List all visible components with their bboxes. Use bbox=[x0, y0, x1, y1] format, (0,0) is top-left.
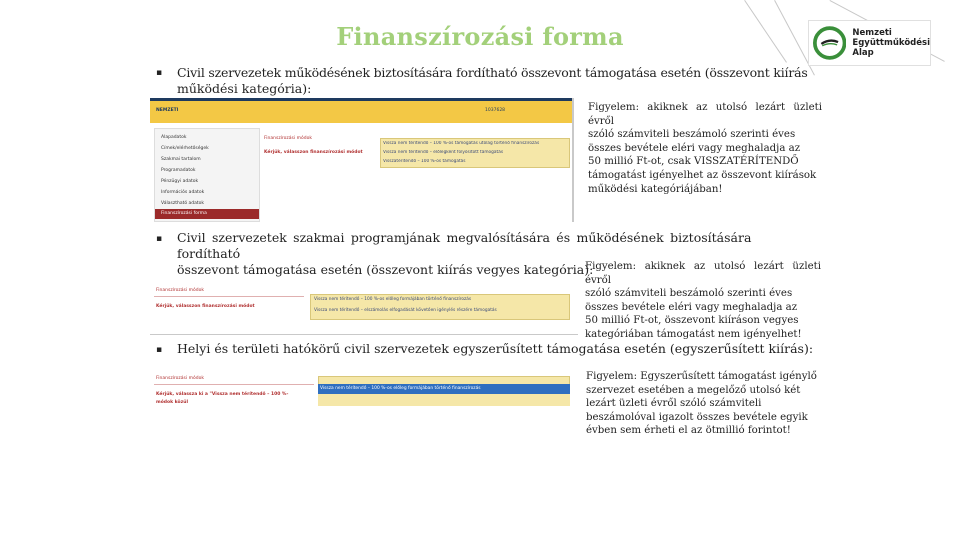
logo-emblem-icon bbox=[813, 25, 846, 61]
section-1-text: Civil szervezetek működésének biztosítására fordítható összevont támogatása esetén (összevont kiírás működési kategória): bbox=[177, 65, 808, 96]
shot1-option[interactable]: Visszatérítendő – 100 %-os támogatás bbox=[383, 159, 466, 164]
section-2-text: Civil szervezetek szakmai programjának megvalósítására és működésének biztosítására fordítható összevont támogatása esetén (összevont kiírás vegyes kategória): bbox=[177, 230, 752, 277]
bullet-marker: ▪ bbox=[156, 234, 163, 244]
shot3-selected-option: Vissza nem térítendő – 100 %-os előleg formájában történő finanszírozás bbox=[320, 386, 481, 391]
shot3-panel-title: Finanszírozási módok bbox=[156, 376, 204, 381]
shot1-option[interactable]: Vissza nem térítendő – előlegként folyósított támogatás bbox=[383, 150, 504, 155]
shot2-option[interactable]: Vissza nem térítendő – 100 %-os előleg formájában történő finanszírozás bbox=[314, 297, 472, 302]
section-3-text: Helyi és területi hatókörű civil szervezetek egyszerűsített támogatása esetén (egyszerűsített kiírás): bbox=[177, 341, 814, 356]
screenshot-application-form bbox=[150, 98, 574, 222]
shot1-menu: Alapadatok Címek/elérhetőségek Szakmai tartalom Programadatok Pénzügyi adatok Információs adatok Választható adatok Finanszírozási forma bbox=[154, 128, 260, 222]
shot1-option[interactable]: Vissza nem térítendő – 100 %-os támogatás utólag történő finanszírozás bbox=[383, 141, 540, 146]
bullet-marker: ▪ bbox=[156, 345, 163, 355]
shot1-header-label: NEMZETI bbox=[156, 108, 179, 113]
shot1-header-id: 1037628 bbox=[485, 108, 506, 113]
shot3-panel-prompt: Kérjük, válassza ki a "Vissza nem térítendő – 100 %- bbox=[156, 392, 289, 397]
shot3-option[interactable] bbox=[318, 394, 570, 406]
shot3-panel-prompt-2: módok közül bbox=[156, 400, 188, 405]
shot2-option[interactable]: Vissza nem térítendő – elszámolás elfogadását követően igénylés részére támogatás bbox=[314, 308, 497, 313]
screenshot-financing-mixed bbox=[150, 282, 578, 335]
section-1-warning: Figyelem: akiknek az utolsó lezárt üzleti évről szóló számviteli beszámoló szerinti éves összes bevétele eléri vagy meghaladja az 50 millió Ft-ot, csak VISSZATÉRÍTENDŐ támogatást igényelhet az összevont kiírások működési kategóriájában! bbox=[588, 102, 822, 195]
logo-text: Nemzeti Együttműködési Alap bbox=[852, 28, 930, 58]
shot1-panel-prompt: Kérjük, válasszon finanszírozási módot bbox=[264, 150, 363, 155]
shot2-panel-prompt: Kérjük, válasszon finanszírozási módot bbox=[156, 304, 255, 309]
page-title: Finanszírozási forma bbox=[336, 22, 624, 51]
shot1-panel-title: Finanszírozási módok bbox=[264, 136, 312, 141]
section-2-warning: Figyelem: akiknek az utolsó lezárt üzleti évről szóló számviteli beszámoló szerinti éves összes bevétele eléri vagy meghaladja az 50 millió Ft-ot, összevont kiíráson vegyes kategóriában támogatást nem igényelhet! bbox=[585, 261, 821, 340]
section-3-warning: Figyelem: Egyszerűsített támogatást igénylő szervezet esetében a megelőző utolsó két lezárt üzleti évről szóló számviteli beszámolóval igazolt összes bevétele egyik évben sem érheti el az ötmillió forintot! bbox=[586, 371, 817, 437]
nea-logo bbox=[808, 20, 931, 66]
shot2-panel-title: Finanszírozási módok bbox=[156, 288, 204, 293]
screenshot-financing-simplified bbox=[150, 370, 570, 434]
bullet-marker: ▪ bbox=[156, 68, 163, 78]
